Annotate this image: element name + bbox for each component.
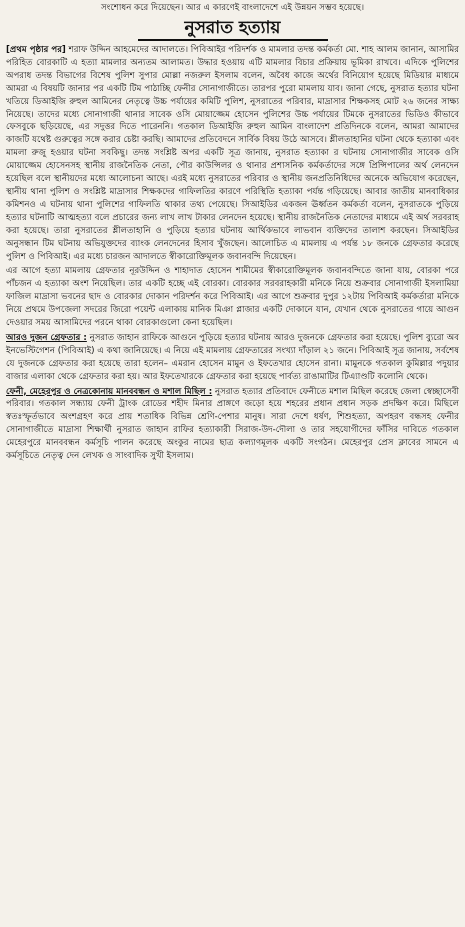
subheading: ফেনী, মেহেরপুর ও নেত্রকোনায় মানববন্ধন ও মশাল মিছিল : [6,386,213,397]
paragraph-text: নুসরাত হত্যার প্রতিবাদে ফেনীতে মশাল মিছিল করেছে জেলা স্বেচ্ছাসেবী পরিবার। গতকাল সন্ধ্যায় ফেনী ট্রাংক রোডের শহীদ মিনার প্রাঙ্গণে জড়ো হয়ে শহরের প্রধান প্রধান সড়ক প্রদক্ষিণ করে। মিছিলে স্বতঃস্ফূর্তভাবে অংশগ্রহণ করে প্রায় শতাধিক বিভিন্ন শ্রেণি-পেশার মানুষ। সারা দেশে ধর্ষণ, শিশুহত্যা, অপহরণ বন্ধসহ ফেনীর সোনাগাজীতে মাদ্রাসা শিক্ষার্থী নুসরাত জাহান রাফির হত্যাকারী সিরাজ-উদ-দৌলা ও তার সহযোগীদের ফাঁসির দাবিতে গতকাল মেহেরপুরে মানববন্ধন কর্মসূচি পালন করেছে অংকুর নামের ছাত্র কল্যাণমূলক একটি সংগঠন। মেহেরপুর প্রেস ক্লাবের সামনে এ কর্মসূচিতে নেতৃত্ব দেন লেখক ও সাংবাদিক সুখী ইসলাম। [6,386,459,462]
article-paragraph [6,386,459,463]
continued-text-line: সংশোধন করে দিয়েছেন। আর এ কারণেই বাংলাদেশে এই উন্নয়ন সম্ভব হয়েছে। [100,3,365,13]
paragraph-text: এর আগে হত্যা মামলায় গ্রেফতার নূরউদ্দিন ও শাহাদাত হোসেন শামীমের স্বীকারোক্তিমূলক জবানবন্দিতে জানা যায়, বোরকা পরে পাঁচজন এ হত্যাকা অংশ নিয়েছিল। তার একটি হচ্ছে এই বোরকা। বোরকার সরবরাহকারী মনিকে নিয়ে শুক্রবার সোনাগাজী ইসলামিয়া ফাজিল মাদ্রাসা ভবনের ছাদ ও বোরকার দোকান পরিদর্শন করে পিবিআই। এর আগে শুক্রবার দুপুর ১২টায় পিবিআই কর্মকর্তারা মনিকে নিয়ে প্রথমে উপজেলা সদরের জিরো পয়েন্ট এলাকায় মানিক মিঞা প্লাজার একটি দোকানে যান, যেখান থেকে নুসরাতের গায়ে আগুন দেওয়ার সময় আসামিদের পরনে থাকা বোরকাগুলো কেনা হয়েছিল। [6,266,459,329]
paragraph-text: শরাফ উদ্দিন আহমেদের আদালতে। পিবিআইর পরিদর্শক ও মামলার তদন্ত কর্মকর্তা মো. শাহ আলম জানান, আসামির পরিহিত বোরকাটি এ হত্যা মামলার অন্যতম আলামত। উদ্ধার হওয়ায় এটি মামলার বিচার প্রক্রিয়ায় ভূমিকা রাখবে। এদিকে পুলিশের অপরাধ তদন্ত বিভাগের বিশেষ পুলিশ সুপার মোল্লা নজরুল ইসলাম বলেন, অবৈধ কাজে অর্থের বিনিয়োগ হয়েছে মিডিয়ার মাধ্যমে আমরা এ বিষয়টি জানার পর একটি টিম পাঠাচ্ছি ফেনীর সোনাগাজীতে। তারপর পুরো মামলায় যাব। জানা গেছে, নুসরাত হত্যার ঘটনা খতিয়ে ডিআইজি রুহুল আমিনের নেতৃত্বে উচ্চ পর্যায়ের কমিটি পুলিশ, নুসরাতের পরিবার, মাদ্রাসার শিক্ষকসহ মোট ২৬ জনের সাক্ষ্য নিয়েছে। তাদের মধ্যে সোনাগাজী থানার সাবেক ওসি মোয়াজ্জেম হোসেন পুলিশের উচ্চ পর্যায়ের টিমকে নুসরাতের ভিডিও কীভাবে ফেসবুকে ছড়িয়েছে, এর সদুত্তর দিতে পারেননি। গতকাল ডিআইজি রুহুল আমিন বাংলাদেশ প্রতিদিনকে বলেন, আমরা আমাদের কাজটি যথেষ্ট গুরুত্বের সঙ্গে করার চেষ্টা করছি। আমাদের প্রতিবেদনে সার্বিক বিষয় উঠে আসবে। শ্লীলতাহানির ঘটনা থেকে হত্যাকা এবং মামলা রুজু হওয়ার ঘটনা সবকিছু। তদন্ত সংশ্লিষ্ট অপর একটি সূত্র জানায়, নুসরাত হত্যাকা র ঘটনায় সোনাগাজীর সাবেক ওসি মোয়াজ্জেম হোসেনসহ স্থানীয় রাজনৈতিক নেতা, পৌর কাউন্সিলর ও থানার প্রশাসনিক কর্মকর্তাদের সঙ্গে প্রিন্সিপালের অর্থ লেনদেন হয়েছিল বলে স্থানীয়দের মধ্যে আলোচনা আছে। এরই মধ্যে নুসরাতের পরিবার ও স্থানীয় জনপ্রতিনিধিদের অনেকে অভিযোগ করেছেন, স্থানীয় থানা পুলিশ ও সংশ্লিষ্ট মাদ্রাসার শিক্ষকদের গাফিলতির কারণে পরিস্থিতি হত্যাকা পর্যন্ত গড়িয়েছে। আবার জাতীয় মানবাধিকার কমিশনও এ ঘটনায় থানা পুলিশের গাফিলতি থাকার তথ্য পেয়েছে। সিআইডির একজন ঊর্ধ্বতন কর্মকর্তা বলেন, নুসরাতকে পুড়িয়ে হত্যার ঘটনাটি আত্মহত্যা বলে প্রচারের জন্য লাখ লাখ টাকার লেনদেন হয়েছে। স্থানীয় রাজনৈতিক নেতাদের মাধ্যমে এই অর্থ সরবরাহ করা হয়েছে। তারা নুসরাতের শ্লীলতাহানি ও পুড়িয়ে হত্যার ঘটনায় আর্থিকভাবে লাভবান ব্যক্তিদের তালাশ করছেন। সিআইডির অনুসন্ধান টিম ঘটনায় অভিযুক্তদের ব্যাংক লেনদেনের হিসাব খুঁজছেন। আলোচিত এ মামলায় এ পর্যন্ত ১৮ জনকে গ্রেফতার করেছে পুলিশ ও পিবিআই। এর মধ্যে চারজন আদালতে স্বীকারোক্তিমূলক জবানবন্দি দিয়েছেন। [6,45,459,262]
article-paragraph [6,265,459,330]
article-body [6,44,459,463]
article-headline: নুসরাত হত্যায় [138,17,328,41]
article-paragraph [6,44,459,263]
article-paragraph [6,332,459,384]
subheading: আরও দুজন গ্রেফতার : [6,332,87,343]
paragraph-text: নুসরাত জাহান রাফিকে আগুনে পুড়িয়ে হত্যার ঘটনায় আরও দুজনকে গ্রেফতার করা হয়েছে। পুলিশ ব্যুরো অব ইনভেস্টিগেশন (পিবিআই) এ কথা জানিয়েছে। এ নিয়ে এই মামলায় গ্রেফতারের সংখ্যা দাঁড়াল ২১ জনে। পিবিআই সূত্র জানায়, সর্বশেষ যে দুজনকে গ্রেফতার করা হয়েছে তারা হলেন– এমরান হোসেন মামুন ও ইফতেখার হোসেন রানা। মামুনকে গতকাল কুমিল্লার পদুয়ার বাজার এলাকা থেকে গ্রেফতার করা হয়। আর ইফতেখারকে গ্রেফতার করা হয়েছে পার্বত্য রাঙামাটির টিএ্যাণ্ডটি কলোনি থেকে। [6,332,459,382]
paragraph-lead: [প্রথম পৃষ্ঠার পর] [6,45,66,55]
